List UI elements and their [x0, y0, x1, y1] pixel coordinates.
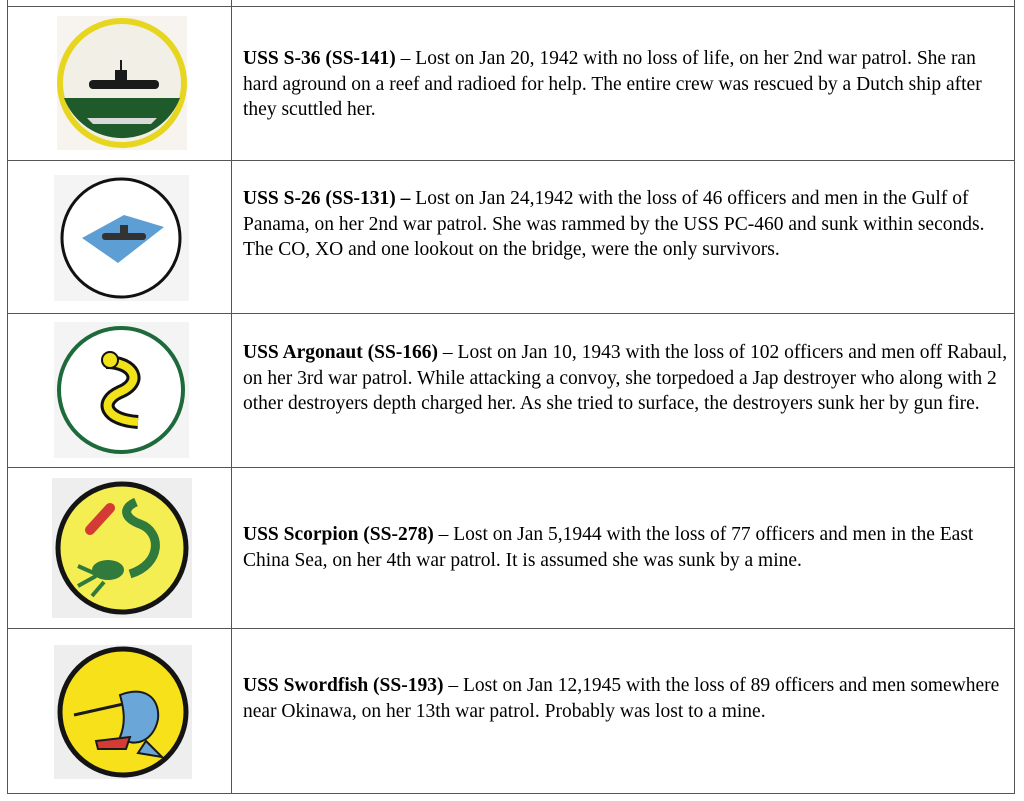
separator: –: [395, 48, 416, 69]
separator: –: [438, 342, 458, 363]
submarine-name: USS Scorpion (SS-278): [243, 524, 434, 545]
patch-swordfish: [54, 645, 192, 779]
submarine-loss-table: [7, 0, 1015, 794]
s26-patch-image: [54, 175, 189, 301]
patch-s36: [57, 16, 187, 150]
loss-description: Lost on Jan 24,1942 with the loss of 46 officers and men in the Gulf of Panama, on her 2nd war patrol. She was rammed by the USS PC-460 and sunk within seconds. The CO, XO and one lookout on the bridge, were the only survivors.: [243, 188, 985, 260]
separator: –: [395, 188, 416, 209]
patch-argonaut: [54, 322, 189, 458]
submarine-name: USS S-36 (SS-141): [243, 48, 396, 69]
row-text: [243, 673, 1008, 724]
loss-description: Lost on Jan 20, 1942 with no loss of life, on her 2nd war patrol. She ran hard aground on a reef and radioed for help. The entire crew was rescued by a Dutch ship after they scuttled her.: [243, 48, 982, 120]
loss-description: Lost on Jan 10, 1943 with the loss of 102 officers and men off Rabaul, on her 3rd war patrol. While attacking a convoy, she torpedoed a Jap destroyer who along with 2 other destroyers depth charged her. As she tried to surface, the destroyers sunk her by gun fire.: [243, 342, 1008, 414]
loss-description: Lost on Jan 12,1945 with the loss of 89 officers and men somewhere near Okinawa, on her 13th war patrol. Probably was lost to a mine.: [243, 675, 1000, 722]
patch-s26: [54, 175, 189, 301]
separator: –: [433, 524, 454, 545]
row-text: [243, 522, 1008, 573]
loss-description: Lost on Jan 5,1944 with the loss of 77 officers and men in the East China Sea, on her 4th war patrol. It is assumed she was sunk by a mine.: [243, 524, 974, 571]
row-text: [243, 340, 1008, 417]
patch-scorpion: [52, 478, 192, 618]
scorpion-patch-image: [52, 478, 192, 618]
separator: –: [443, 675, 463, 696]
row-text: [243, 46, 1008, 123]
argonaut-patch-image: [54, 322, 189, 458]
s36-patch-image: [57, 16, 187, 150]
submarine-name: USS Swordfish (SS-193): [243, 675, 444, 696]
submarine-name: USS S-26 (SS-131): [243, 188, 396, 209]
submarine-name: USS Argonaut (SS-166): [243, 342, 439, 363]
swordfish-patch-image: [54, 645, 192, 779]
row-text: [243, 186, 1008, 263]
